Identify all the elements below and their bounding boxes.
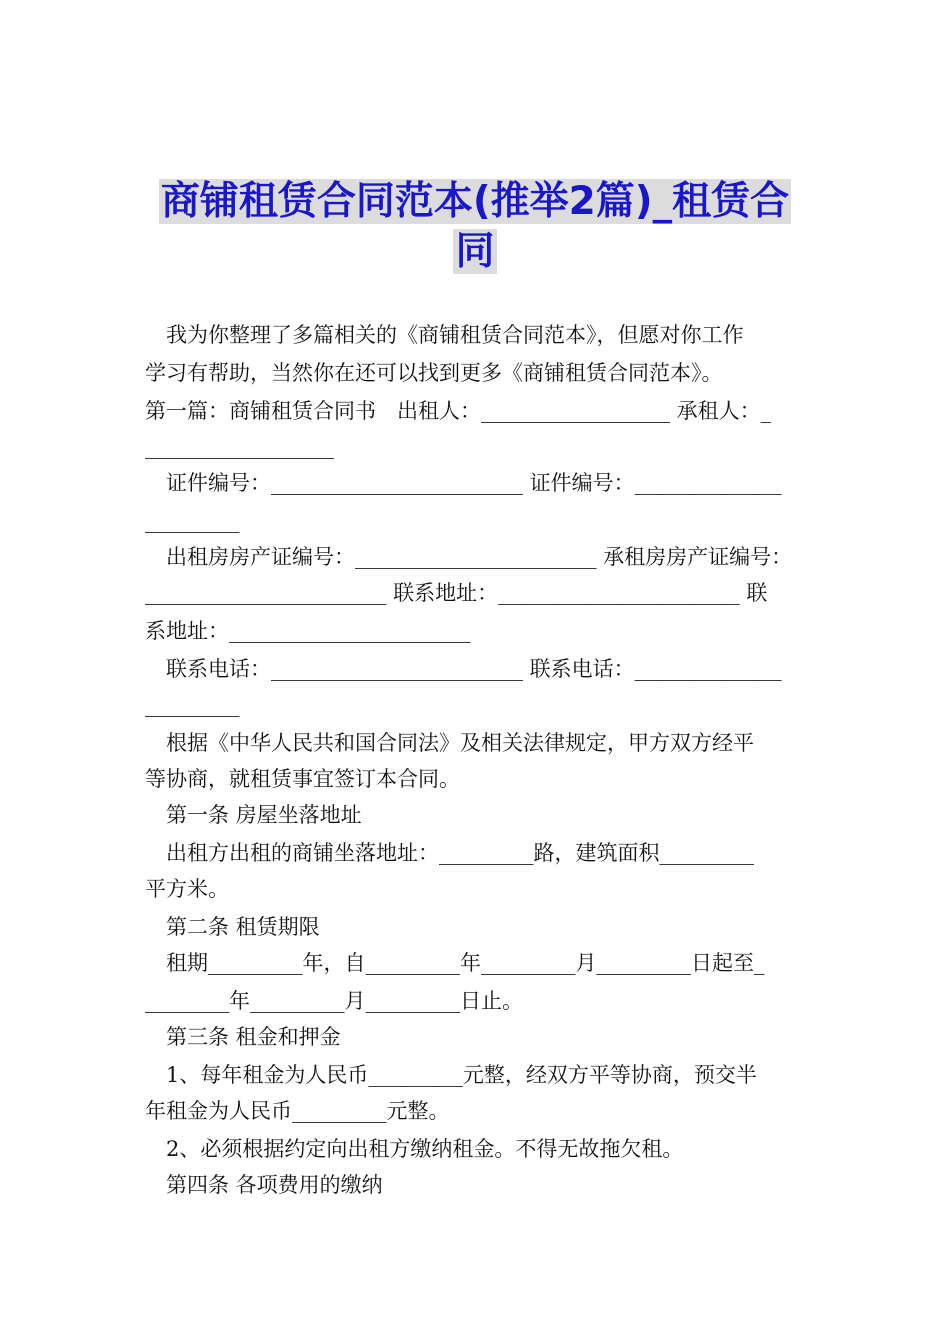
article-3-heading: 第三条 租金和押金 bbox=[145, 1025, 341, 1049]
article-3-item-1-continued: 年租金为人民币_________元整。 bbox=[145, 1099, 450, 1123]
property-cert-line: 出租房房产证编号：_______________________ 承租房房产证编号： bbox=[145, 545, 793, 569]
article-3-item-1: 1、每年租金为人民币_________元整，经双方平等协商，预交半 bbox=[145, 1063, 757, 1087]
article-2-text-continued: ________年_________月_________日止。 bbox=[145, 989, 523, 1013]
article-1-text: 出租方出租的商铺坐落地址：_________路，建筑面积_________ bbox=[145, 841, 754, 865]
address-line-continued: 系地址：_______________________ bbox=[145, 619, 471, 643]
basis-line-2: 等协商，就租赁事宜签订本合同。 bbox=[145, 767, 460, 791]
title-line-2: 同 bbox=[455, 229, 495, 274]
article-4-heading: 第四条 各项费用的缴纳 bbox=[145, 1173, 383, 1197]
article-1-text-continued: 平方米。 bbox=[145, 877, 229, 901]
blank-line: _________ bbox=[145, 693, 240, 717]
article-3-item-2: 2、必须根据约定向出租方缴纳租金。不得无故拖欠租。 bbox=[145, 1137, 684, 1161]
blank-line: __________________ bbox=[145, 435, 334, 459]
id-number-line: 证件编号：________________________ 证件编号：______________ bbox=[145, 471, 782, 495]
document-title bbox=[140, 176, 810, 228]
blank-line: _________ bbox=[145, 509, 240, 533]
address-line: _______________________ 联系地址：_______________________ 联 bbox=[145, 581, 768, 605]
intro-line-1: 我为你整理了多篇相关的《商铺租赁合同范本》，但愿对你工作 bbox=[145, 323, 744, 347]
section-one-heading: 第一篇：商铺租赁合同书 出租人：__________________ 承租人：_ bbox=[145, 399, 772, 423]
article-1-heading: 第一条 房屋坐落地址 bbox=[145, 803, 362, 827]
title-line-1: 商铺租赁合同范本(推举2篇)_租赁合 bbox=[160, 179, 790, 224]
intro-line-2: 学习有帮助，当然你在还可以找到更多《商铺租赁合同范本》。 bbox=[145, 361, 723, 385]
phone-line: 联系电话：________________________ 联系电话：______________ bbox=[145, 657, 782, 681]
article-2-heading: 第二条 租赁期限 bbox=[145, 915, 320, 939]
document-title-continued bbox=[140, 226, 810, 278]
basis-line-1: 根据《中华人民共和国合同法》及相关法律规定，甲方双方经平 bbox=[145, 731, 754, 755]
article-2-text: 租期_________年，自_________年_________月_________日起至_ bbox=[145, 951, 765, 975]
